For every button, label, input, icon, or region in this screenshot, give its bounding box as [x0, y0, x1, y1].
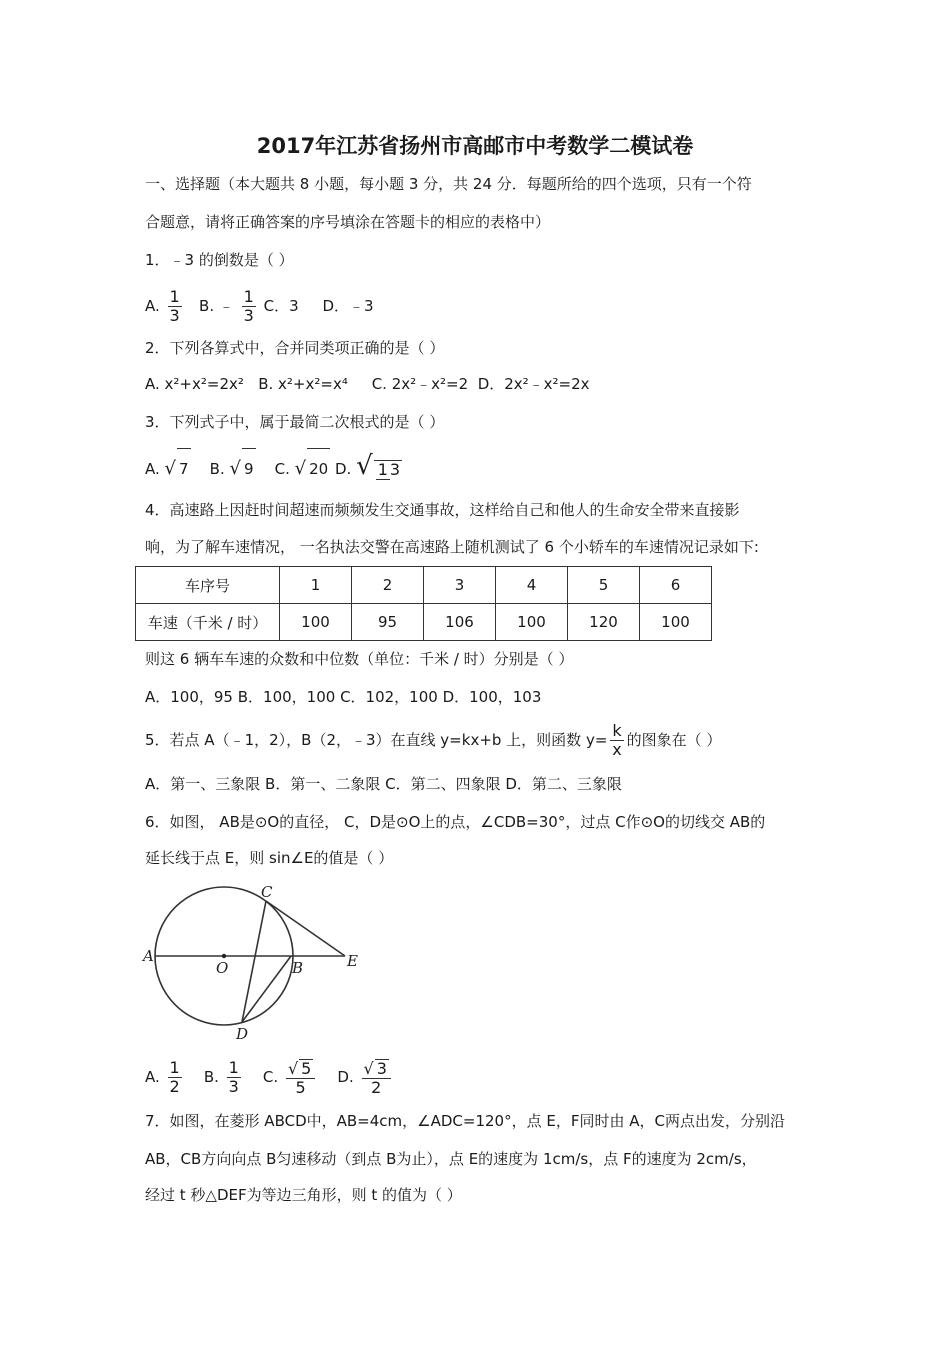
label-e: E [347, 952, 358, 970]
q3-d-label: D. [335, 460, 352, 478]
q3-b-label: B. [209, 460, 225, 478]
q3-c-radicand: 20 [307, 448, 330, 489]
q6-stem-line1: 6．如图， AB是⊙O的直径， C，D是⊙O上的点，∠CDB=30°，过点 C作⊙O的切线交 AB的 [145, 813, 766, 831]
q5-fraction: $\frac{k}{x}$ [612, 721, 622, 759]
q7-line3: 经过 t 秒△DEF为等边三角形，则 t 的值为（ ） [145, 1186, 462, 1204]
q6-stem-line2: 延长线于点 E，则 sin∠E的值是（ ） [145, 849, 394, 867]
center-dot [222, 954, 226, 958]
q7-line2: AB，CB方向向点 B匀速移动（到点 B为止），点 E的速度为 1cm/s，点 F的速度为 2cm/s， [145, 1150, 757, 1168]
q2-stem: 2．下列各算式中，合并同类项正确的是（ ） [145, 339, 445, 357]
section-heading-line2: 合题意，请将正确答案的序号填涂在答题卡的相应的表格中） [145, 213, 551, 231]
q7-line1: 7．如图，在菱形 ABCD中，AB=4cm，∠ADC=120°，点 E，F同时由 A，C两点出发，分别沿 [145, 1112, 785, 1130]
table-cell: 106 [424, 604, 496, 641]
q2-c: C. 2x²﹣x²=2 [371, 375, 469, 393]
q4-options: A．100，95 B．100，100 C．102，100 D．100，103 [145, 688, 542, 706]
q1-stem: 1．﹣3 的倒数是（ ） [145, 251, 294, 269]
q2-b: B. x²+x²=x⁴ [258, 375, 348, 393]
table-cell: 100 [640, 604, 712, 641]
speed-table [135, 566, 712, 641]
q1-a-fraction: $\frac{1}{3}$ [169, 287, 180, 325]
q3-a-radicand: 7 [177, 448, 191, 489]
q3-options: A. √ 7 B. √ 9 C. √ 20 D. √ 1 3 [145, 446, 405, 489]
label-o: O [216, 959, 229, 977]
table-header-cell: 车序号 [136, 567, 280, 604]
table-cell: 4 [496, 567, 568, 604]
q1-b-label: B. ﹣ [199, 297, 234, 315]
section-heading-line1: 一、选择题（本大题共 8 小题，每小题 3 分，共 24 分．每题所给的四个选项，只有一个符 [145, 175, 752, 193]
tangent-ce [266, 901, 345, 956]
table-cell: 6 [640, 567, 712, 604]
q3-c-label: C. [274, 460, 290, 478]
q2-a: A. x²+x²=2x² [145, 375, 244, 393]
q1-a-label: A. [145, 297, 160, 315]
table-header-cell: 车速（千米 / 时） [136, 604, 280, 641]
table-cell: 1 [280, 567, 352, 604]
q6-options [145, 1054, 394, 1100]
circle-figure [140, 880, 370, 1045]
table-cell: 100 [280, 604, 352, 641]
q2-options [145, 374, 590, 394]
q6-a-label: A. [145, 1068, 160, 1086]
label-c: C [261, 883, 273, 901]
table-cell: 5 [568, 567, 640, 604]
label-d: D [236, 1025, 249, 1043]
q5-stem-post: 的图象在（ ） [626, 731, 722, 749]
table-cell: 3 [424, 567, 496, 604]
table-cell: 100 [496, 604, 568, 641]
q5-options: A．第一、三象限 B．第一、二象限 C．第二、四象限 D．第二、三象限 [145, 775, 622, 793]
q4-stem-line2: 响，为了解车速情况， 一名执法交警在高速路上随机测试了 6 个小轿车的车速情况记录如下: [145, 538, 759, 556]
page-title: 2017年江苏省扬州市高邮市中考数学二模试卷 [256, 134, 694, 158]
q6-d-fraction: $\frac{√ 3}{2}$ [362, 1059, 391, 1097]
q5-stem [145, 722, 721, 759]
table-row [136, 567, 712, 604]
q3-stem: 3．下列式子中，属于最简二次根式的是（ ） [145, 413, 445, 431]
q6-b-fraction: $\frac{1}{3}$ [228, 1058, 239, 1096]
table-cell: 2 [352, 567, 424, 604]
q6-c-fraction: $\frac{√ 5}{5}$ [286, 1059, 315, 1097]
chord-cd [242, 901, 266, 1022]
q4-after-table: 则这 6 辆车车速的众数和中位数（单位：千米 / 时）分别是（ ） [145, 650, 574, 668]
q6-b-label: B. [203, 1068, 219, 1086]
q1-b-fraction: $\frac{1}{3}$ [243, 287, 254, 325]
q4-stem-line1: 4．高速路上因赶时间超速而频频发生交通事故，这样给自己和他人的生命安全带来直接影 [145, 501, 740, 519]
table-cell: 95 [352, 604, 424, 641]
q6-a-fraction: $\frac{1}{2}$ [169, 1058, 180, 1096]
q2-d: D．2x²﹣x²=2x [477, 375, 590, 393]
table-cell: 120 [568, 604, 640, 641]
q1-c: C．3 [263, 297, 299, 315]
label-a: A [143, 947, 154, 965]
q1-options [145, 288, 374, 325]
table-row [136, 604, 712, 641]
q5-stem-pre: 5．若点 A（﹣1，2），B（2，﹣3）在直线 y=kx+b 上，则函数 y= [145, 731, 608, 749]
label-b: B [292, 959, 304, 977]
q3-a-label: A. [145, 460, 160, 478]
q3-b-radicand: 9 [242, 448, 256, 489]
q1-d: D．﹣3 [322, 297, 374, 315]
q6-c-label: C. [262, 1068, 279, 1086]
q3-d-fraction: 1 3 [374, 460, 402, 479]
q6-d-label: D. [337, 1068, 354, 1086]
